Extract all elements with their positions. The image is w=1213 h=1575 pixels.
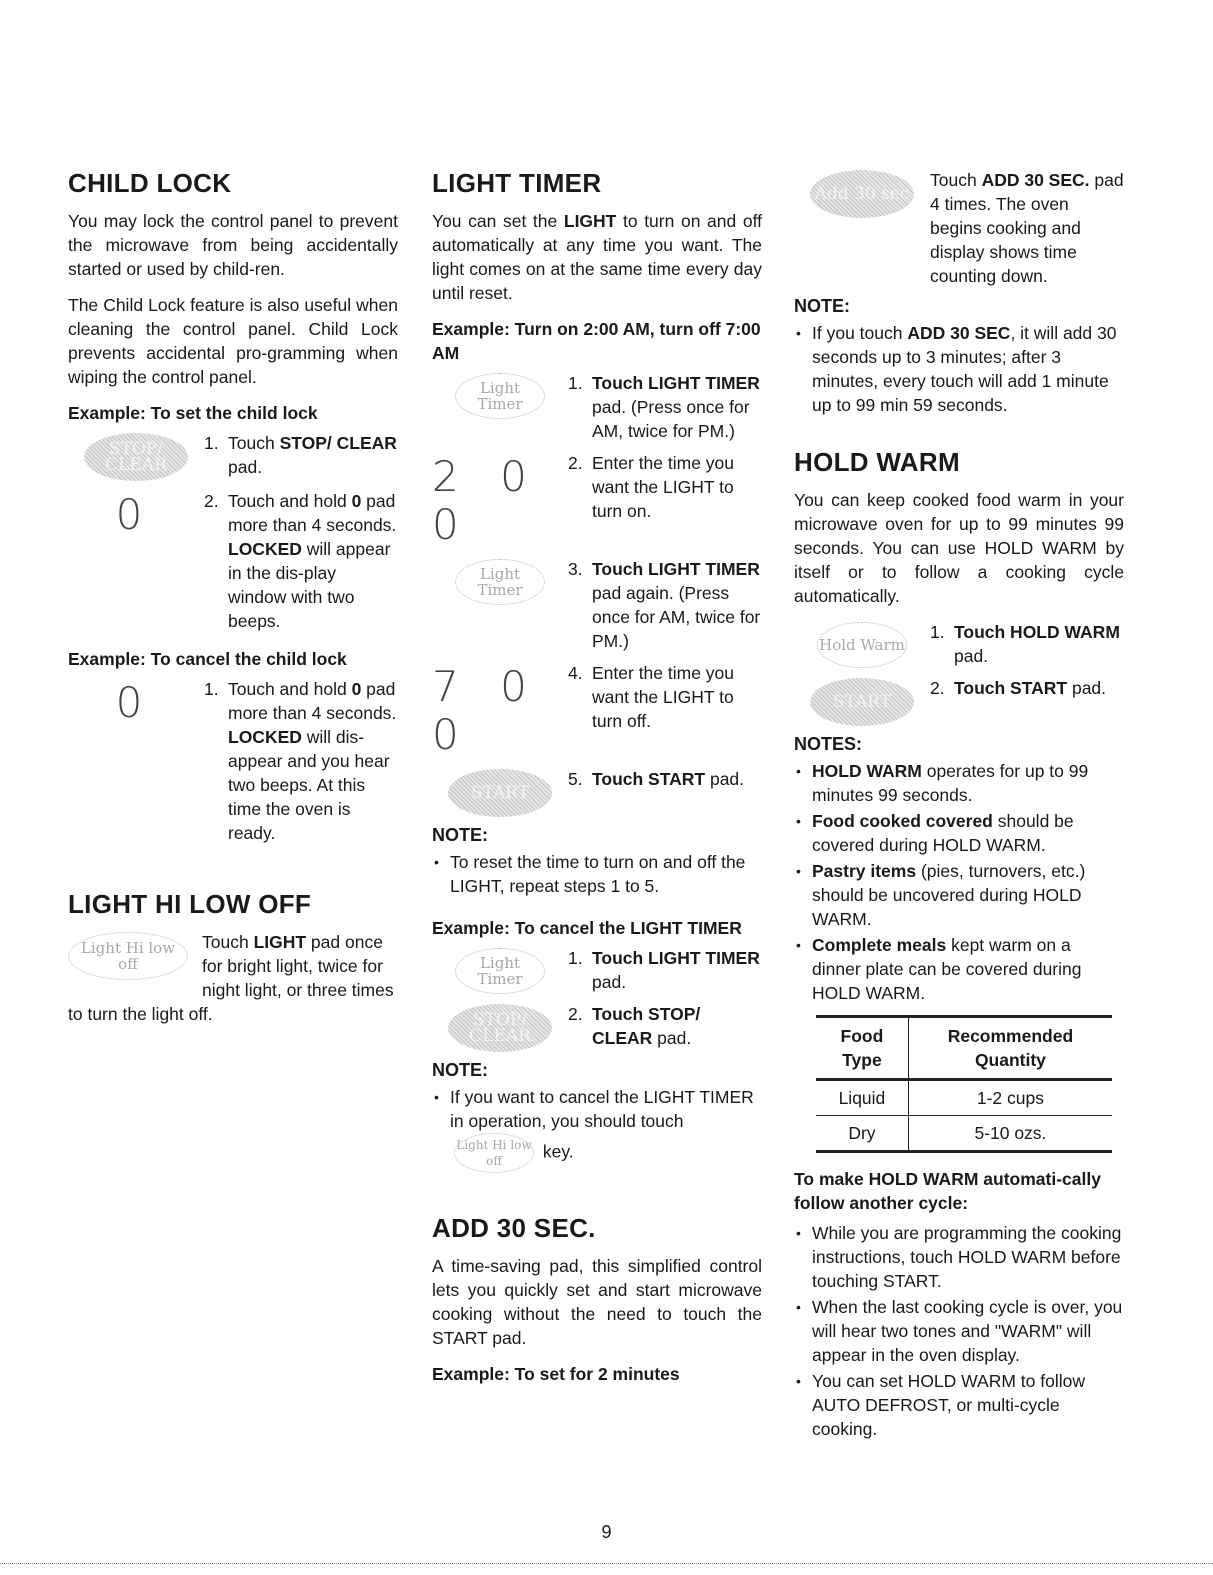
light-timer-example: Example: Turn on 2:00 AM, turn off 7:00 AM <box>432 319 761 363</box>
child-lock-cancel-step-1: 0 1. Touch and hold 0 pad more than 4 seconds. LOCKED will dis-appear and you hear two beeps. At this time the oven is ready. <box>115 678 397 843</box>
child-lock-para2: The Child Lock feature is also useful when cleaning the control panel. Child Lock prevents accidental pro-gramming when wiping the control panel. <box>68 295 398 387</box>
hold-warm-step-1: Hold Warm 1. Touch HOLD WARM pad. <box>794 620 1124 668</box>
bottom-divider <box>0 1563 1213 1564</box>
column-1 <box>68 168 398 1026</box>
add30-title: ADD 30 SEC. <box>432 1213 596 1243</box>
light-timer-pad-icon: Light Timer <box>455 948 545 994</box>
table-row: Dry 5-10 ozs. <box>816 1116 1112 1152</box>
hold-warm-para: You can keep cooked food warm in your microwave oven for up to 99 minutes 99 seconds. You can use HOLD WARM by itself or to follow a cooking cycle automatically. <box>794 490 1124 606</box>
hold-warm-auto-item-3: • You can set HOLD WARM to follow AUTO DEFROST, or multi-cycle cooking. <box>794 1369 1124 1441</box>
light-timer-example-cancel: Example: To cancel the LIGHT TIMER <box>432 918 742 938</box>
child-lock-set-step-1: STOP/ CLEAR 1. Touch STOP/ CLEAR pad. <box>68 431 398 481</box>
light-timer-note2: • If you want to cancel the LIGHT TIMER in operation, you should touch Light Hi low off key. <box>432 1085 762 1173</box>
column-2 <box>432 168 762 1392</box>
light-hi-low-pad-icon: Light Hi low off <box>68 932 188 980</box>
light-timer-cancel-step-2: STOP/ CLEAR 2. Touch STOP/ CLEAR pad. <box>432 1002 762 1052</box>
light-timer-pad-icon: Light Timer <box>455 559 545 605</box>
light-timer-note: • To reset the time to turn on and off the LIGHT, repeat steps 1 to 5. <box>432 850 762 898</box>
light-timer-step-3: Light Timer 3. Touch LIGHT TIMER pad again. (Press once for AM, twice for PM.) <box>432 557 762 653</box>
light-hi-low-text: Light Hi low off Touch LIGHT pad once for bright light, twice for night light, or three times to turn the light off. <box>68 932 394 1024</box>
light-timer-cancel-step-1: Light Timer 1. Touch LIGHT TIMER pad. <box>432 946 762 994</box>
light-timer-step-2: 2 0 0 2. Enter the time you want the LIGHT to turn on. <box>432 452 735 549</box>
child-lock-example-set: Example: To set the child lock <box>68 403 318 423</box>
hold-warm-note-2: • Food cooked covered should be covered during HOLD WARM. <box>794 809 1124 857</box>
child-lock-title: CHILD LOCK <box>68 168 232 198</box>
add30-para: A time-saving pad, this simplified control lets you quickly set and start microwave cooking without the need to touch the START pad. <box>432 1256 762 1348</box>
add30-example: Example: To set for 2 minutes <box>432 1364 680 1384</box>
column-3 <box>794 168 1124 1451</box>
table-row: Liquid 1-2 cups <box>816 1080 1112 1116</box>
start-pad-icon: START <box>448 769 552 817</box>
light-timer-pad-icon: Light Timer <box>455 373 545 419</box>
start-pad-icon: START <box>810 678 914 726</box>
light-hi-low-title: LIGHT HI LOW OFF <box>68 889 312 919</box>
hold-warm-note-1: • HOLD WARM operates for up to 99 minutes 99 seconds. <box>794 759 1124 807</box>
light-timer-note2-title: NOTE: <box>432 1060 488 1080</box>
light-timer-step-4: 7 0 0 4. Enter the time you want the LIGHT to turn off. <box>432 662 735 759</box>
child-lock-example-cancel: Example: To cancel the child lock <box>68 649 347 669</box>
add30-note: • If you touch ADD 30 SEC, it will add 30 seconds up to 3 minutes; after 3 minutes, every touch will add 1 minute up to 99 min 59 seconds. <box>794 321 1124 417</box>
hold-warm-step-2: START 2. Touch START pad. <box>794 676 1124 726</box>
stop-clear-pad-icon: STOP/ CLEAR <box>84 433 188 481</box>
table-header-food: Food Type <box>816 1017 908 1080</box>
hold-warm-pad-icon: Hold Warm <box>817 622 907 668</box>
hold-warm-auto-item-1: • While you are programming the cooking instructions, touch HOLD WARM before touching START. <box>794 1221 1124 1293</box>
page-number: 9 <box>601 1522 612 1542</box>
light-hi-low-pad-icon: Light Hi low off <box>454 1133 534 1173</box>
light-timer-step-1: Light Timer 1. Touch LIGHT TIMER pad. (Press once for AM, twice for PM.) <box>432 371 762 443</box>
time-digits-on: 2 0 0 <box>432 452 541 549</box>
hold-warm-note-4: • Complete meals kept warm on a dinner plate can be covered during HOLD WARM. <box>794 933 1124 1005</box>
hold-warm-note-3: • Pastry items (pies, turnovers, etc.) should be uncovered during HOLD WARM. <box>794 859 1124 931</box>
hold-warm-table <box>816 1015 1112 1153</box>
add30-step: Add 30 sec Touch ADD 30 SEC. pad 4 times. The oven begins cooking and display shows time counting down. <box>794 168 1124 288</box>
time-digits-off: 7 0 0 <box>432 662 541 759</box>
zero-digit-icon: 0 <box>115 490 157 539</box>
hold-warm-auto-title: To make HOLD WARM automati-cally follow another cycle: <box>794 1169 1101 1213</box>
hold-warm-notes-title: NOTES: <box>794 734 863 754</box>
table-header-quantity: Recommended Quantity <box>908 1017 1112 1080</box>
hold-warm-title: HOLD WARM <box>794 447 960 477</box>
light-timer-note-title: NOTE: <box>432 825 488 845</box>
hold-warm-auto-item-2: • When the last cooking cycle is over, you will hear two tones and "WARM" will appear in the oven display. <box>794 1295 1124 1367</box>
child-lock-set-step-2: 0 2. Touch and hold 0 pad more than 4 seconds. LOCKED will appear in the dis-play window with two beeps. <box>115 490 397 631</box>
add30-note-title: NOTE: <box>794 296 850 316</box>
stop-clear-pad-icon: STOP/ CLEAR <box>448 1004 552 1052</box>
zero-digit-icon: 0 <box>115 678 157 727</box>
light-timer-step-5: START 5. Touch START pad. <box>432 767 762 817</box>
light-timer-title: LIGHT TIMER <box>432 168 602 198</box>
add30-pad-icon: Add 30 sec <box>810 170 914 218</box>
light-timer-intro: You can set the LIGHT to turn on and off automatically at any time you want. The light comes on at the same time every day until reset. <box>432 211 762 303</box>
child-lock-para1: You may lock the control panel to prevent the microwave from being accidentally started or used by child-ren. <box>68 211 398 279</box>
